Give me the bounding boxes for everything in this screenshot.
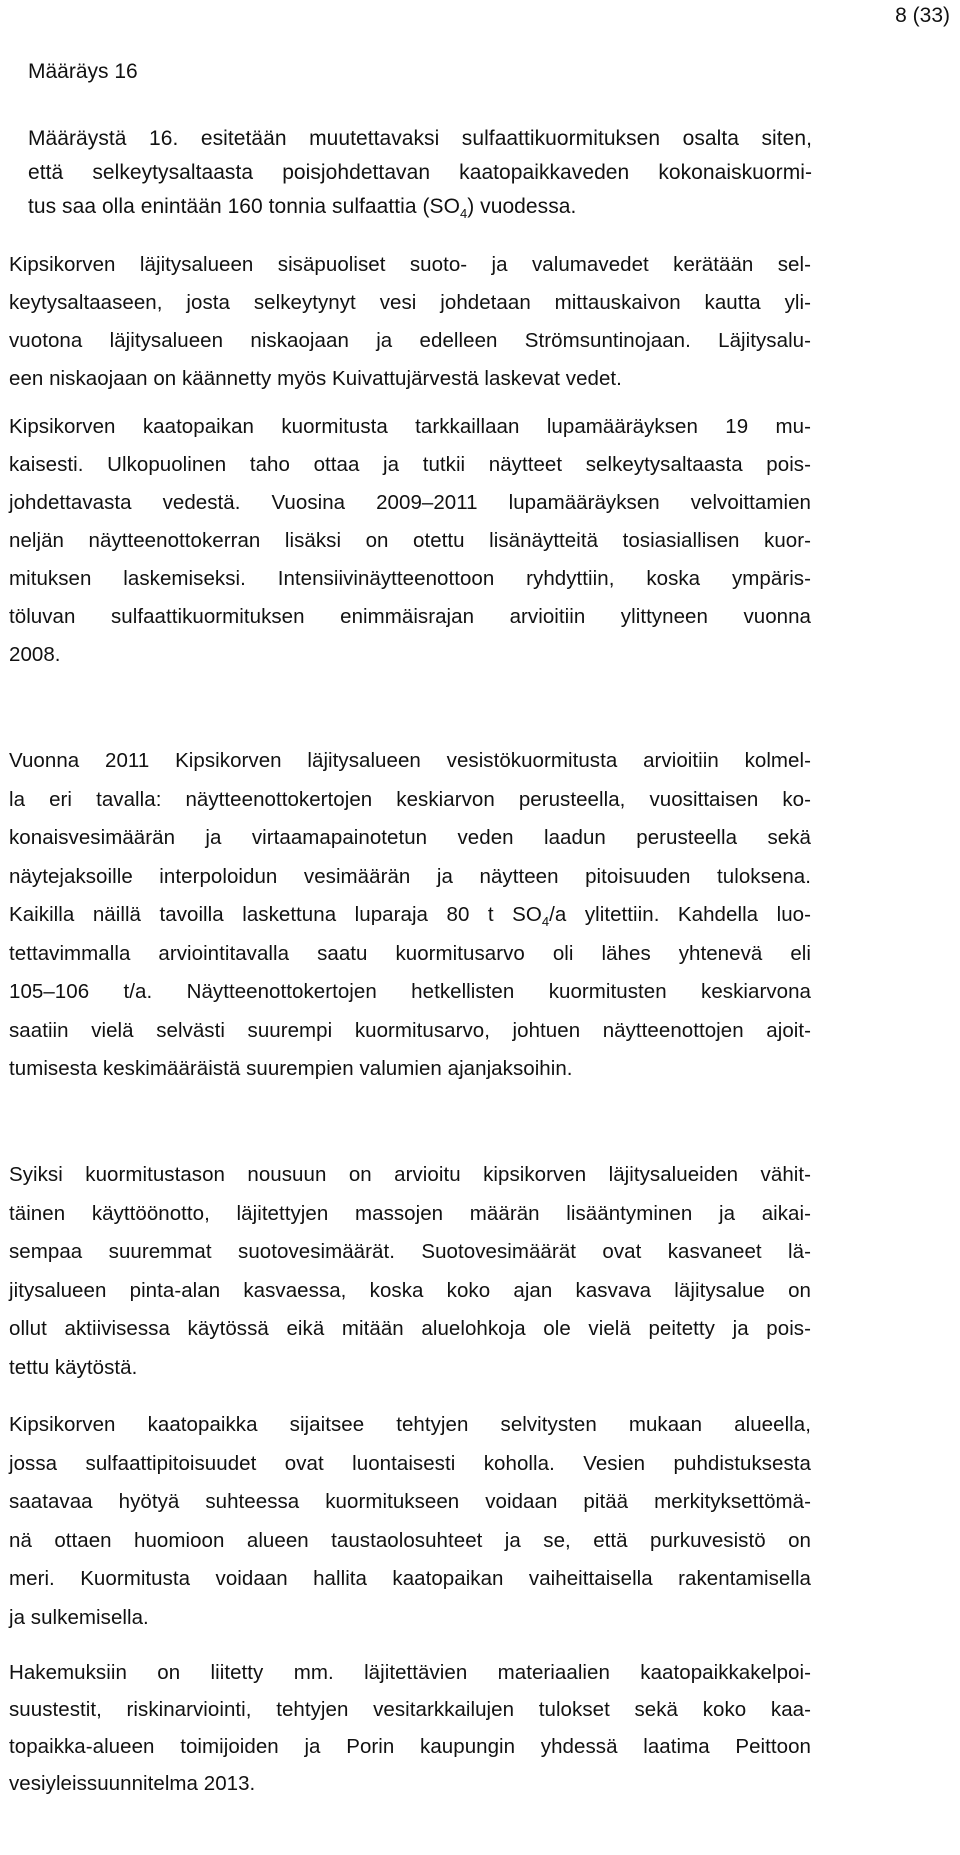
text-line: konaisvesimäärän ja virtaamapainotetun veden laadun perusteella sekä bbox=[9, 826, 811, 849]
text-line: tettavimmalla arviointitavalla saatu kuormitusarvo oli lähes yhtenevä eli bbox=[9, 941, 811, 965]
paragraph-3 bbox=[9, 408, 811, 674]
text-line: sempaa suuremmat suotovesimäärät. Suotovesimäärät ovat kasvaneet lä- bbox=[9, 1240, 811, 1263]
text-line bbox=[28, 190, 812, 224]
text-line: jitysalueen pinta-alan kasvaessa, koska koko ajan kasvava läjitysalue on bbox=[9, 1278, 811, 1302]
paragraph-2 bbox=[9, 246, 811, 398]
text-line: saatavaa hyötyä suhteessa kuormitukseen voidaan pitää merkityksettömä- bbox=[9, 1490, 811, 1513]
text-line: näytejaksoille interpoloidun vesimäärän ja näytteen pitoisuuden tuloksena. bbox=[9, 864, 811, 888]
text-line: vesiyleissuunnitelma 2013. bbox=[9, 1772, 256, 1795]
text-line: Vuonna 2011 Kipsikorven läjitysalueen vesistökuormitusta arvioitiin kolmel- bbox=[9, 749, 811, 772]
text-line: Kipsikorven kaatopaikan kuormitusta tarkkaillaan lupamääräyksen 19 mu- bbox=[9, 415, 811, 438]
paragraph-1 bbox=[28, 122, 812, 224]
text-line: kaisesti. Ulkopuolinen taho ottaa ja tutkii näytteet selkeytysaltaasta pois- bbox=[9, 453, 811, 476]
text-line: saatiin vielä selvästi suurempi kuormitusarvo, johtuen näytteenottojen ajoit- bbox=[9, 1018, 811, 1042]
text-line: Määräystä 16. esitetään muutettavaksi sulfaattikuormituksen osalta siten, bbox=[28, 127, 812, 150]
text-line: täinen käyttöönotto, läjitettyjen massojen määrän lisääntyminen ja aikai- bbox=[9, 1201, 811, 1225]
text-line: johdettavasta vedestä. Vuosina 2009–2011 lupamääräyksen velvoittamien bbox=[9, 491, 811, 514]
text-fragment: tus saa olla enintään 160 tonnia sulfaattia (SO bbox=[28, 195, 460, 218]
text-line: tumisesta keskimääräistä suurempien valumien ajanjaksoihin. bbox=[9, 1057, 573, 1080]
text-line: vuotona läjitysalueen niskaojaan ja edelleen Strömsuntinojaan. Läjitysalu- bbox=[9, 329, 811, 352]
text-line: la eri tavalla: näytteenottokertojen keskiarvon perusteella, vuosittaisen ko- bbox=[9, 787, 811, 811]
text-line: ollut aktiivisessa käytössä eikä mitään aluelohkoja ole vielä peitetty ja pois- bbox=[9, 1317, 811, 1340]
section-title: Määräys 16 bbox=[28, 60, 138, 83]
text-line: 2008. bbox=[9, 643, 61, 666]
text-line bbox=[9, 896, 811, 935]
paragraph-7 bbox=[9, 1654, 811, 1802]
text-line: suustestit, riskinarviointi, tehtyjen vesitarkkailujen tulokset sekä koko kaa- bbox=[9, 1698, 811, 1721]
text-line: jossa sulfaattipitoisuudet ovat luontaisesti koholla. Vesien puhdistuksesta bbox=[9, 1451, 811, 1475]
text-line: neljän näytteenottokerran lisäksi on otettu lisänäytteitä tosiasiallisen kuor- bbox=[9, 529, 811, 552]
text-line: Kipsikorven kaatopaikka sijaitsee tehtyjen selvitysten mukaan alueella, bbox=[9, 1413, 811, 1436]
text-line: nä ottaen huomioon alueen taustaolosuhteet ja se, että purkuvesistö on bbox=[9, 1528, 811, 1552]
subscript: 4 bbox=[459, 206, 468, 222]
text-line: topaikka-alueen toimijoiden ja Porin kaupungin yhdessä laatima Peittoon bbox=[9, 1735, 811, 1758]
text-line: mituksen laskemiseksi. Intensiivinäytteenottoon ryhdyttiin, koska ympäris- bbox=[9, 567, 811, 590]
text-line: 105–106 t/a. Näytteenottokertojen hetkellisten kuormitusten keskiarvona bbox=[9, 980, 811, 1003]
text-line: töluvan sulfaattikuormituksen enimmäisrajan arvioitiin ylittyneen vuonna bbox=[9, 605, 811, 628]
paragraph-6 bbox=[9, 1406, 811, 1637]
text-line: ja sulkemisella. bbox=[9, 1605, 149, 1629]
subscript: 4 bbox=[541, 914, 550, 930]
text-line: että selkeytysaltaasta poisjohdettavan kaatopaikkaveden kokonaiskuormi- bbox=[28, 161, 812, 184]
text-fragment: ) vuodessa. bbox=[467, 195, 577, 218]
text-line: Kipsikorven läjitysalueen sisäpuoliset suoto- ja valumavedet kerätään sel- bbox=[9, 253, 811, 276]
text-line: Syiksi kuormitustason nousuun on arvioitu kipsikorven läjitysalueiden vähit- bbox=[9, 1163, 811, 1186]
text-line: een niskaojaan on käännetty myös Kuivattujärvestä laskevat vedet. bbox=[9, 367, 622, 390]
text-line: meri. Kuormitusta voidaan hallita kaatopaikan vaiheittaisella rakentamisella bbox=[9, 1567, 811, 1590]
text-fragment: /a ylitettiin. Kahdella luo- bbox=[549, 903, 811, 926]
text-line: tettu käytöstä. bbox=[9, 1355, 138, 1379]
text-fragment: Kaikilla näillä tavoilla laskettuna luparaja 80 t SO bbox=[9, 903, 542, 926]
paragraph-4 bbox=[9, 742, 811, 1089]
text-line: Hakemuksiin on liitetty mm. läjitettävien materiaalien kaatopaikkakelpoi- bbox=[9, 1661, 811, 1684]
paragraph-5 bbox=[9, 1156, 811, 1387]
page-number: 8 (33) bbox=[895, 4, 950, 27]
text-line: keytysaltaaseen, josta selkeytynyt vesi johdetaan mittauskaivon kautta yli- bbox=[9, 291, 811, 314]
